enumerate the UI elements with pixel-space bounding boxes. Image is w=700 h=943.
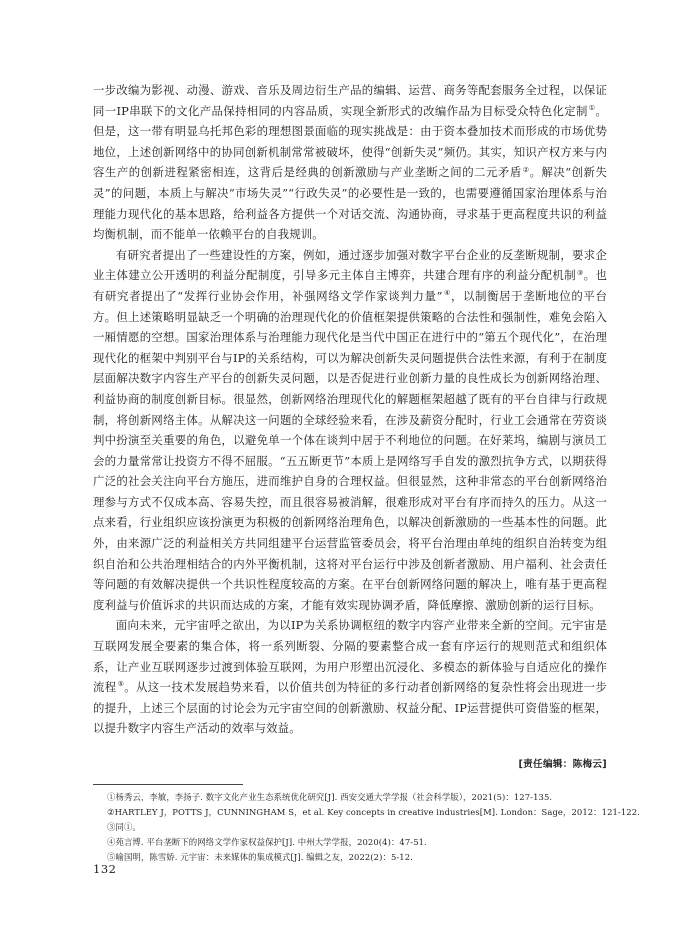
footnote-3: ③同①。 [107,822,141,832]
footnote-4: ④苑言博. 平台垄断下的网络文学作家权益保护[J]. 中州大学学报，2020(4)：47-51. [107,837,427,847]
footnote-5: ⑤喻国明，陈雪娇. 元宇宙：未来媒体的集成模式[J]. 编辑之友，2022(2)：5-12. [107,852,413,862]
footnote-divider [93,784,243,785]
footnote-2: ②HARTLEY J，POTTS J，CUNNINGHAM S，et al. Key concepts in creative industries[M]. London：Sage，2012：121-122. [107,807,640,817]
paragraph-2: 有研究者提出了一些建设性的方案，例如，通过逐步加强对数字平台企业的反垄断规制，要求企业主体建立公开透明的利益分配制度，引导多元主体自主博弈，共建合理有序的利益分配机制③。也有研究者提出了“发挥行业协会作用，补强网络文学作家谈判力量”④，以制衡居于垄断地位的平台方。但上述策略明显缺乏一个明确的治理现代化的价值框架提供策略的合法性和强制性，难免会陷入一厢情愿的空想。国家治理体系与治理能力现代化是当代中国正在进行中的“第五个现代化”，在治理现代化的框架中判别平台与IP的关系结构，可以为解决创新失灵问题提供合法性来源，有利于在制度层面解决数字内容生产平台的创新失灵问题，以是否促进行业创新力量的良性成长为创新网络治理、利益协商的制度创新目标。很显然，创新网络治理现代化的解题框架超越了既有的平台自律与行政规制，将创新网络主体。从解决这一问题的全球经验来看，在涉及薪资分配时，行业工会通常在劳资谈判中扮演至关重要的角色，以避免单一个体在谈判中居于不利地位的问题。在好莱坞，编剧与演员工会的力量常常让投资方不得不屈服。“五五断更节”本质上是网络写手自发的激烈抗争方式，以期获得广泛的社会关注向平台方施压，进而维护自身的合理权益。但很显然，这种非常态的平台创新网络治理参与方式不仅成本高、容易失控，而且很容易被消解，很难形成对平台有序而持久的压力。从这一点来看，行业组织应该扮演更为积极的创新网络治理角色，以解决创新激励的一些基本性的问题。此外，由来源广泛的利益相关方共同组建平台运营监管委员会，将平台治理由单纯的组织自治转变为组织自治和公共治理相结合的内外平衡机制，这将对平台运行中涉及创新者激励、用户福利、社会责任等问题的有效解决提供一个共识性程度较高的方案。在平台创新网络问题的解决上，唯有基于更高程度利益与价值诉求的共识而达成的方案，才能有效实现协调矛盾，降低摩擦、激励创新的运行目标。 [93,247,607,612]
footnotes [93,790,640,865]
footnote-ref-1[interactable]: ① [588,103,596,112]
responsible-editor: [责任编辑：陈梅云] [518,759,607,770]
paragraph-1: 一步改编为影视、动漫、游戏、音乐及周边衍生产品的编辑、运营、商务等配套服务全过程，以保证同一IP串联下的文化产品保持相同的内容品质，实现全新形式的改编作品为目标受众特色化定制①。但是，这一带有明显乌托邦色彩的理想图景面临的现实挑战是：由于资本叠加技术而形成的市场优势地位，上述创新网络中的协同创新机制常常被破坏，使得“创新失灵”频仍。其实，知识产权方来与内容生产的创新进程紧密相连，这背后是经典的创新激励与产业垄断之间的二元矛盾②。解决“创新失灵”的问题，本质上与解决“市场失灵”“行政失灵”的必要性是一致的，也需要遵循国家治理体系与治理能力现代化的基本思路，给利益各方提供一个对话交流、沟通协商，寻求基于更高程度共识的利益均衡机制，而不能单一依赖平台的自我规训。 [93,83,607,242]
page-number: 132 [93,862,117,876]
footnote-ref-4[interactable]: ④ [443,289,451,298]
footnote-ref-5[interactable]: ⑤ [117,680,125,689]
paragraph-3: 面向未来，元宇宙呼之欲出，为以IP为关系协调枢纽的数字内容产业带来全新的空间。元宇宙是互联网发展全要素的集合体，将一系列断裂、分隔的要素整合成一套有序运行的规则范式和组织体系，让产业互联网逐步过渡到体验互联网，为用户形塑出沉浸化、多模态的新体验与自适应化的操作流程⑤。从这一技术发展趋势来看，以价值共创为特征的多行动者创新网络的复杂性将会出现进一步的提升，上述三个层面的讨论会为元宇宙空间的创新激励、权益分配、IP运营提供可资借鉴的框架，以提升数字内容生产活动的效率与效益。 [93,618,607,736]
footnote-ref-2[interactable]: ② [522,165,530,174]
article-body [93,80,640,865]
footnote-1: ①杨秀云，李敏，李扬子. 数字文化产业生态系统优化研究[J]. 西安交通大学学报（社会科学版），2021(5)：127-135. [107,792,553,802]
footnote-ref-3[interactable]: ③ [577,268,584,277]
